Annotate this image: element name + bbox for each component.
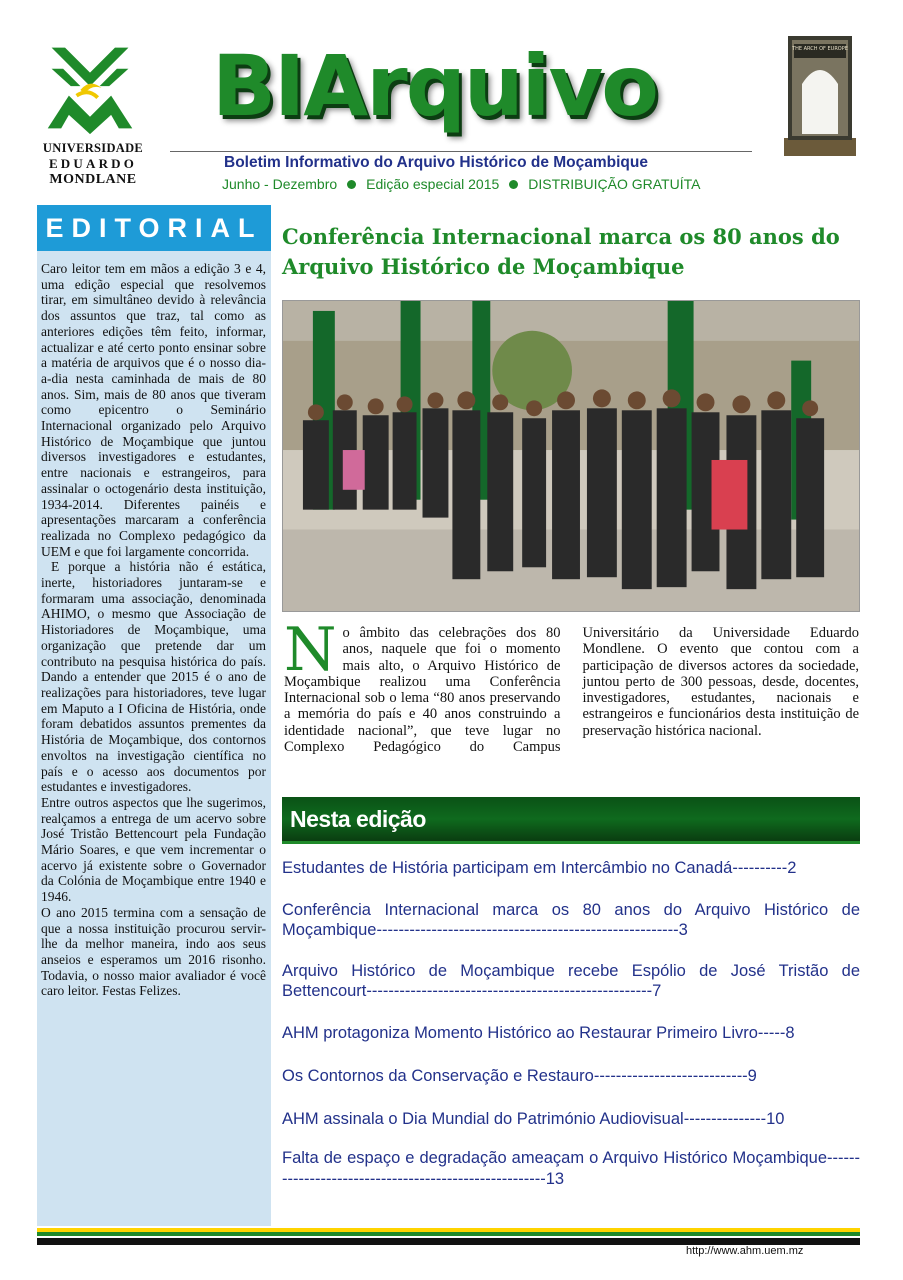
footer-url: http://www.ahm.uem.mz — [686, 1245, 804, 1257]
editorial-heading: EDITORIAL — [37, 205, 271, 251]
masthead-divider — [170, 151, 752, 152]
drop-cap: N — [284, 615, 337, 685]
arch-of-europe-trophy-image — [780, 34, 860, 158]
bullet-icon — [347, 180, 356, 189]
masthead-subtitle: Boletim Informativo do Arquivo Histórico de Moçambique — [224, 154, 648, 171]
editorial-paragraph: Entre outros aspectos que lhe sugerimos, realçamos a entrega de um acervo sobre José Tristão Bettencourt pela Fundação Mário Soares, e que vem incrementar o acervo já existente sobre o Governador da Colónia de Moçambique entre 1940 e 1946. — [41, 794, 266, 905]
contents-item: AHM protagoniza Momento Histórico ao Restaurar Primeiro Livro-----8 — [282, 1023, 795, 1042]
contents-divider — [282, 841, 860, 844]
logo-line-3: MONDLANE — [49, 172, 137, 187]
trophy-text: THE ARCH OF EUROPE — [792, 46, 848, 52]
editorial-paragraph: O ano 2015 termina com a sensação de que a nossa instituição procurou servir-lhe da melhor maneira, indo aos seus anseios e esperamos um 2016 risonho. Todavia, o nosso maior avaliador é você caro leitor. Festas Felizes. — [41, 904, 266, 999]
footer-stripe-black — [37, 1238, 860, 1245]
article-headline: Conferência Internacional marca os 80 anos do Arquivo Histórico de Moçambique — [282, 224, 840, 279]
editorial-paragraph: Caro leitor tem em mãos a edição 3 e 4, uma edição especial que resolvemos tirar, em simultâneo devido à relevância dos assuntos que traz, tal como as anteriores edições têm feito, informar, actualizar e até certo ponto ensinar sobre a matéria de arquivos que é o nosso dia-a-dia nesta caminhada de mais de 80 anos. Sim, mais de 80 anos que tiveram como epicentro o Seminário Internacional organizado pelo Arquivo Histórico de Moçambique que juntou diversos investigadores e estudantes, entre nacionais e estrangeiros, para assinalar o octogenário desta instituição, 1934-2014. Diferentes painéis e apresentações marcaram a conferência realizada no Complexo pedagógico da UEM e que foi largamente concorrida. — [41, 261, 266, 559]
contents-heading: Nesta edição — [282, 797, 860, 841]
footer-stripe-green — [37, 1232, 860, 1236]
editorial-paragraph: E porque a história não é estática, inerte, historiadores juntaram-se e formaram uma associação, denominada AHIMO, o mesmo que Associação de Historiadores de Moçambique, uma organização que pretende dar um contributo na pesquisa histórica do país. Dando a entender que 2015 é o ano de realizações para historiadores, teve lugar em Maputo a I Oficina de História, onde foram debatidos assuntos prementes da História de Moçambique, dos contornos envoltos na investigação científica no país e o acesso aos documentos por estudantes e investigadores. — [41, 559, 266, 795]
editorial-body — [37, 251, 271, 1226]
contents-item: AHM assinala o Dia Mundial do Património Audiovisual---------------10 — [282, 1109, 785, 1128]
university-logo — [34, 40, 152, 188]
contents-item: Os Contornos da Conservação e Restauro----------------------------9 — [282, 1067, 757, 1085]
contents-list — [282, 858, 860, 1189]
contents-item: Falta de espaço e degradação ameaçam o Arquivo Histórico Moçambique------------------------------------------------------13 — [282, 1149, 860, 1188]
contents-item: Conferência Internacional marca os 80 anos do Arquivo Histórico de Moçambique-------------------------------------------------------3 — [282, 900, 860, 939]
edition-label: Edição especial 2015 — [366, 176, 500, 192]
distribution-label: DISTRIBUIÇÃO GRATUÍTA — [528, 176, 701, 192]
logo-line-2: EDUARDO — [48, 156, 138, 171]
masthead-title: BIArquivo — [212, 37, 657, 135]
group-photo-image — [282, 300, 860, 612]
bullet-icon — [509, 180, 518, 189]
contents-item: Arquivo Histórico de Moçambique recebe Espólio de José Tristão de Bettencourt----------------------------------------------------7 — [282, 961, 860, 1000]
contents-item: Estudantes de História participam em Intercâmbio no Canadá----------2 — [282, 859, 797, 877]
article-text: o âmbito das celebrações dos 80 anos, naquele que foi o momento mais alto, o Arquivo Histórico de Moçambique realizou uma Conferência Internacional sob o lema “80 anos preservando a memória do país e 40 anos construindo a identidade nacional”, que teve lugar no Complexo Pedagógico do Campus Universitário da Universidade Eduardo Mondlene. O evento que contou com a participação de diversos actores da sociedade, juntou perto de 300 pessoas, desde, docentes, investigadores, estudantes, nacionais e estrangeiros e funcionários desta instituição de preservação histórica nacional. — [284, 625, 859, 756]
uem-emblem-icon — [42, 40, 138, 136]
edition-period: Junho - Dezembro — [222, 176, 338, 192]
article-body — [284, 615, 859, 756]
logo-line-1: UNIVERSIDADE — [42, 141, 144, 155]
edition-info — [222, 176, 700, 192]
